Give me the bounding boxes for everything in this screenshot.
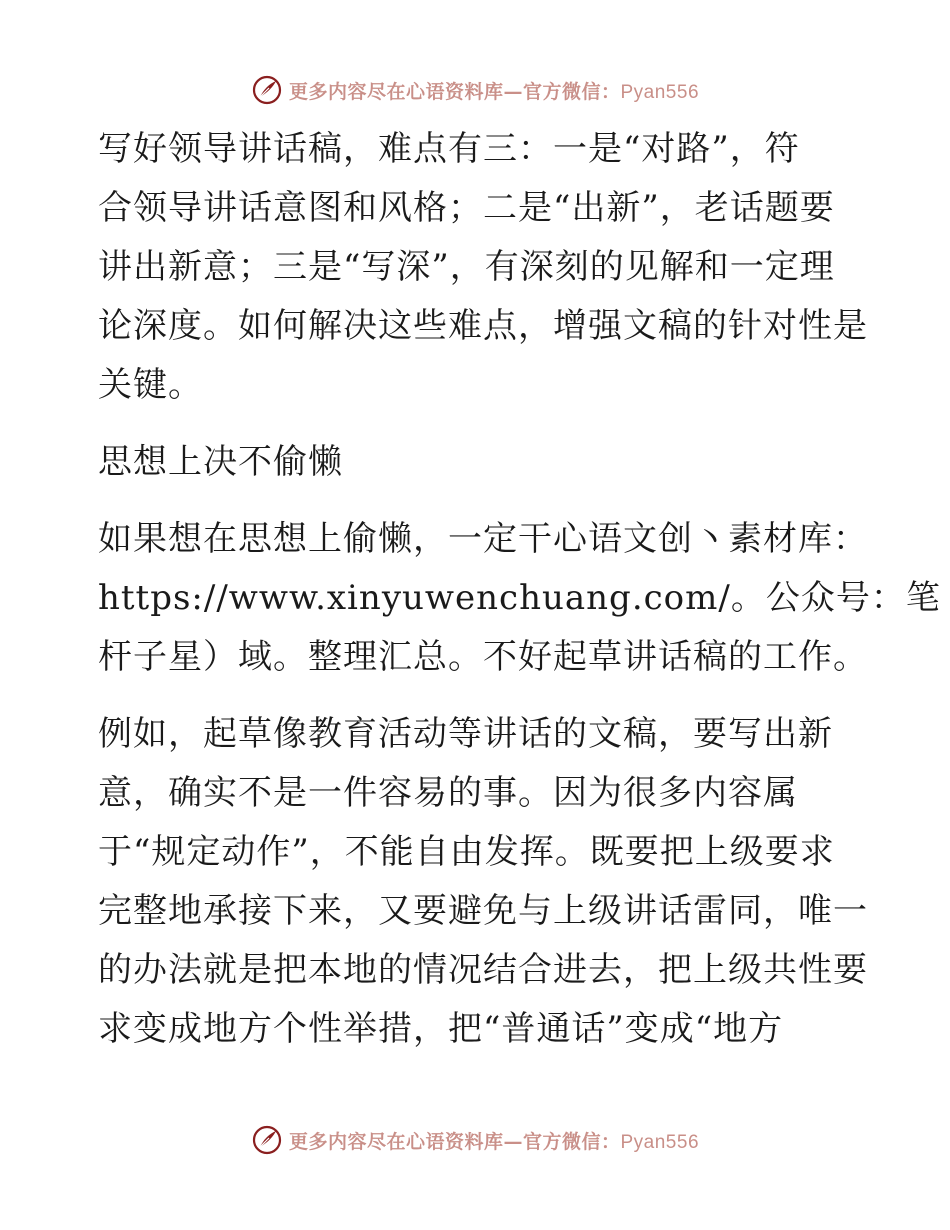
text-line: 讲出新意；三是“写深”，有深刻的见解和一定理	[98, 247, 835, 287]
text-line: 完整地承接下来，又要避免与上级讲话雷同，唯一	[98, 891, 868, 931]
text-line: 杆子星）域。整理汇总。不好起草讲话稿的工作。	[98, 637, 868, 677]
footer-banner	[0, 1120, 950, 1160]
paragraph-intro	[98, 120, 868, 415]
section-heading: 思想上决不偷懒	[98, 442, 343, 482]
text-line: 如果想在思想上偷懒，一定干心语文创丶素材库：	[98, 519, 868, 559]
banner-wechat-label: 官方微信：	[522, 80, 621, 103]
banner-wechat-id: Pyan556	[620, 81, 700, 103]
text-line: 写好领导讲话稿，难点有三：一是“对路”，符	[98, 129, 800, 169]
banner-slogan: 更多内容尽在心语资料库—	[288, 80, 523, 103]
text-line: https://www.xinyuwenchuang.com/。公众号：笔	[98, 578, 941, 618]
text-line: 论深度。如何解决这些难点，增强文稿的针对性是	[98, 306, 868, 346]
text-line: 的办法就是把本地的情况结合进去，把上级共性要	[98, 950, 868, 990]
text-line: 意，确实不是一件容易的事。因为很多内容属	[98, 773, 798, 813]
banner-slogan: 更多内容尽在心语资料库—	[288, 1130, 523, 1153]
banner-text	[289, 1127, 699, 1154]
text-line: 于“规定动作”，不能自由发挥。既要把上级要求	[98, 832, 835, 872]
paragraph-laziness	[98, 510, 941, 687]
banner-wechat-label: 官方微信：	[522, 1130, 621, 1153]
banner-wechat-id: Pyan556	[620, 1131, 700, 1153]
banner-text	[289, 77, 699, 104]
header-banner	[0, 70, 950, 110]
text-line: 求变成地方个性举措，把“普通话”变成“地方	[98, 1009, 784, 1049]
document-body	[98, 120, 941, 1077]
feather-logo-icon	[251, 1124, 283, 1156]
text-line: 合领导讲话意图和风格；二是“出新”，老话题要	[98, 188, 835, 228]
paragraph-example	[98, 705, 868, 1059]
text-line: 关键。	[98, 365, 203, 405]
feather-logo-icon	[251, 74, 283, 106]
text-line: 例如，起草像教育活动等讲话的文稿，要写出新	[98, 714, 833, 754]
